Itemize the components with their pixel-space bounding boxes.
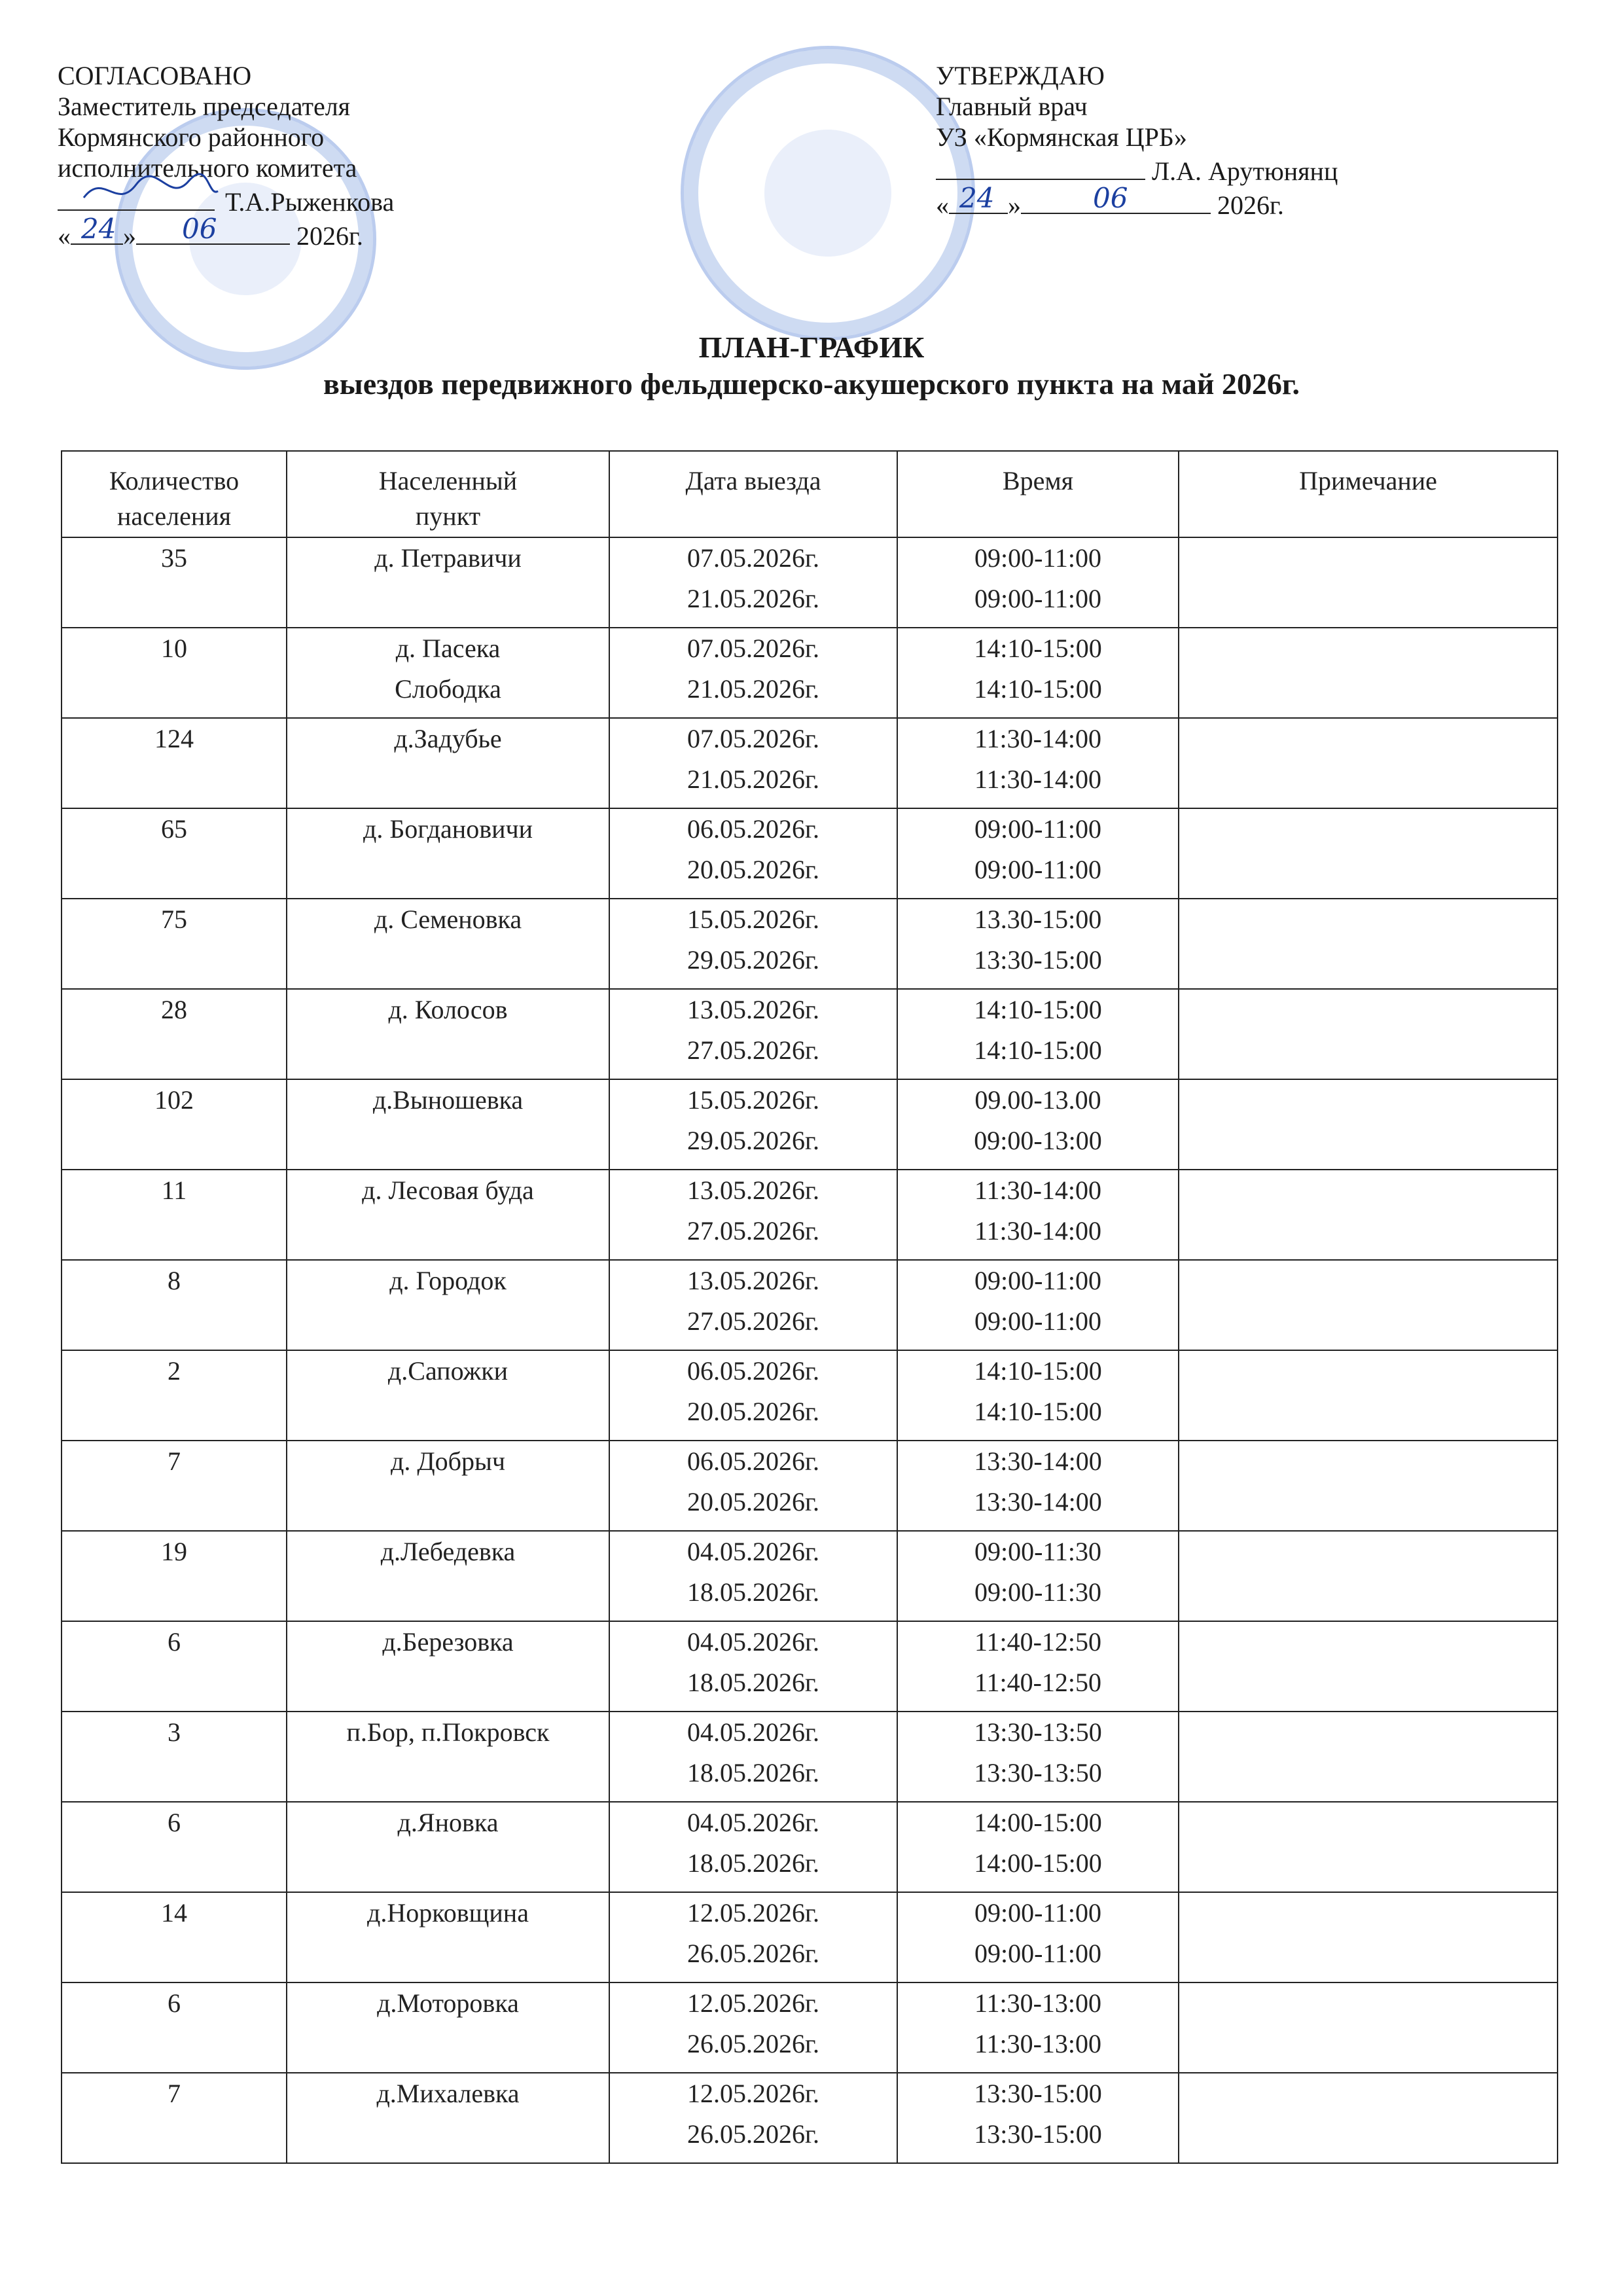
cell-times [897,1712,1179,1802]
cell-population [62,1260,287,1350]
cell-settlement-value: п.Бор, п.Покровск [346,1717,550,1747]
cell-times-value: 13:30-15:00 [974,945,1102,975]
cell-note [1179,1892,1558,1982]
cell-times-value: 09:00-11:00 [974,814,1102,844]
cell-note [1179,718,1558,808]
cell-dates [609,1170,897,1260]
cell-dates-value: 27.05.2026г. [687,1035,819,1065]
cell-dates-value: 20.05.2026г. [687,1487,819,1516]
cell-population [62,718,287,808]
cell-settlement-value: д.Яновка [397,1808,499,1837]
cell-population-value: 7 [168,1446,181,1476]
cell-times-value: 13:30-13:50 [974,1717,1102,1747]
cell-times [897,1350,1179,1441]
cell-settlement [287,808,609,899]
table-row [62,1441,1558,1531]
cell-times [897,628,1179,718]
table-row [62,1621,1558,1712]
cell-times-value: 11:40-12:50 [974,1668,1102,1697]
confirmation-position-line2: УЗ «Кормянская ЦРБ» [936,122,1187,152]
cell-times-value: 11:40-12:50 [974,1627,1102,1657]
cell-times [897,2073,1179,2163]
cell-population [62,537,287,628]
cell-dates-value: 21.05.2026г. [687,764,819,794]
cell-dates-value: 12.05.2026г. [687,2079,819,2108]
cell-population-value: 75 [161,905,187,934]
cell-note [1179,989,1558,1079]
cell-settlement-value: д. Добрыч [391,1446,505,1476]
header-settlement-line2: пункт [415,501,481,531]
cell-dates [609,1712,897,1802]
schedule-table [61,450,1558,2164]
cell-dates-value: 06.05.2026г. [687,1446,819,1476]
cell-note [1179,1621,1558,1712]
header-population-line1: Количество [109,466,240,495]
cell-dates-value: 04.05.2026г. [687,1537,819,1566]
cell-settlement-value: д. Семеновка [374,905,522,934]
confirmation-block [936,60,1338,221]
cell-dates-value: 15.05.2026г. [687,1085,819,1115]
cell-times-value: 09:00-11:00 [974,543,1102,573]
handwritten-month: 06 [1093,182,1128,214]
table-row [62,1350,1558,1441]
cell-population [62,1621,287,1712]
schedule-body [62,537,1558,2163]
cell-times-value: 11:30-13:00 [974,2029,1102,2058]
cell-note [1179,1982,1558,2073]
header-date: Дата выезда [609,451,897,537]
cell-settlement [287,1982,609,2073]
cell-settlement-value: д. Лесовая буда [362,1175,534,1205]
cell-dates-value: 13.05.2026г. [687,995,819,1024]
cell-settlement [287,1892,609,1982]
cell-dates [609,1350,897,1441]
cell-times-value: 11:30-14:00 [974,1216,1102,1246]
cell-settlement-value: д. Пасека [395,634,501,663]
cell-times-value: 13:30-15:00 [974,2119,1102,2149]
cell-dates-value: 21.05.2026г. [687,584,819,613]
cell-settlement [287,718,609,808]
cell-times-value: 13:30-15:00 [974,2079,1102,2108]
cell-settlement [287,1531,609,1621]
cell-times-value: 14:10-15:00 [974,1356,1102,1386]
table-row [62,1260,1558,1350]
cell-times-value: 09:00-11:00 [974,1266,1102,1295]
cell-settlement-value: д.Березовка [382,1627,514,1657]
cell-dates [609,1531,897,1621]
approval-position-line3: исполнительного комитета [58,153,357,183]
title-line2: выездов передвижного фельдшерско-акушерского пункта на май 2026г. [323,367,1300,401]
header-time: Время [897,451,1179,537]
cell-dates-value: 18.05.2026г. [687,1848,819,1878]
cell-times-value: 09:00-11:00 [974,1306,1102,1336]
cell-dates-value: 06.05.2026г. [687,1356,819,1386]
cell-times-value: 09:00-11:30 [974,1577,1102,1607]
cell-times-value: 11:30-14:00 [974,724,1102,753]
approval-date-year: 2026г. [296,221,363,251]
cell-dates [609,1441,897,1531]
cell-note [1179,1441,1558,1531]
confirmation-date-row [936,182,1338,221]
cell-population [62,1441,287,1531]
cell-population-value: 6 [168,1808,181,1837]
cell-dates-value: 27.05.2026г. [687,1306,819,1336]
header-settlement [287,451,609,537]
cell-dates-value: 04.05.2026г. [687,1627,819,1657]
cell-population-value: 11 [161,1175,187,1205]
cell-times-value: 09:00-13:00 [974,1126,1102,1155]
table-row [62,1982,1558,2073]
cell-dates [609,2073,897,2163]
cell-population [62,1079,287,1170]
cell-times [897,1260,1179,1350]
signature-line [58,183,215,211]
cell-times-value: 14:00-15:00 [974,1848,1102,1878]
cell-settlement-value: д. Петравичи [374,543,522,573]
cell-note [1179,808,1558,899]
cell-note [1179,1531,1558,1621]
cell-dates-value: 29.05.2026г. [687,945,819,975]
cell-settlement-value: Слободка [395,674,501,704]
cell-note [1179,1260,1558,1350]
cell-note [1179,2073,1558,2163]
approval-position-line2: Кормянского районного [58,122,325,152]
cell-times [897,1441,1179,1531]
month-field [136,213,290,245]
handwritten-signature [77,171,221,211]
cell-settlement-value: д.Задубье [394,724,502,753]
cell-population [62,1712,287,1802]
cell-population-value: 10 [161,634,187,663]
cell-settlement [287,1350,609,1441]
cell-times [897,1802,1179,1892]
cell-times-value: 09.00-13.00 [974,1085,1101,1115]
cell-population [62,1982,287,2073]
cell-settlement [287,1079,609,1170]
cell-settlement [287,1712,609,1802]
cell-times-value: 13:30-14:00 [974,1487,1102,1516]
table-row [62,1531,1558,1621]
cell-population [62,989,287,1079]
month-field [1021,182,1211,214]
cell-times [897,1079,1179,1170]
cell-dates-value: 07.05.2026г. [687,724,819,753]
cell-note [1179,899,1558,989]
cell-settlement [287,537,609,628]
cell-dates-value: 26.05.2026г. [687,2029,819,2058]
cell-population-value: 102 [154,1085,194,1115]
cell-population-value: 14 [161,1898,187,1928]
cell-dates-value: 07.05.2026г. [687,634,819,663]
table-row [62,1802,1558,1892]
cell-settlement [287,899,609,989]
document-title [0,329,1623,403]
cell-population-value: 8 [168,1266,181,1295]
cell-note [1179,1350,1558,1441]
cell-population-value: 6 [168,1988,181,2018]
cell-population [62,1802,287,1892]
cell-population-value: 6 [168,1627,181,1657]
confirmation-heading: УТВЕРЖДАЮ [936,61,1105,90]
cell-times-value: 14:10-15:00 [974,1397,1102,1426]
cell-population-value: 19 [161,1537,187,1566]
cell-dates-value: 15.05.2026г. [687,905,819,934]
cell-times-value: 13.30-15:00 [974,905,1102,934]
day-field [71,213,123,245]
cell-times-value: 14:00-15:00 [974,1808,1102,1837]
cell-times-value: 14:10-15:00 [974,674,1102,704]
cell-population-value: 65 [161,814,187,844]
table-row [62,537,1558,628]
cell-dates [609,989,897,1079]
cell-population [62,808,287,899]
cell-settlement [287,1170,609,1260]
cell-times-value: 14:10-15:00 [974,1035,1102,1065]
cell-times [897,1982,1179,2073]
cell-dates-value: 20.05.2026г. [687,1397,819,1426]
cell-settlement-value: д.Михалевка [376,2079,520,2108]
cell-dates-value: 21.05.2026г. [687,674,819,704]
table-row [62,808,1558,899]
cell-times-value: 09:00-11:00 [974,1898,1102,1928]
cell-dates-value: 06.05.2026г. [687,814,819,844]
cell-dates [609,899,897,989]
table-row [62,718,1558,808]
date-open-quote: « [936,190,949,220]
cell-dates-value: 20.05.2026г. [687,855,819,884]
cell-times-value: 09:00-11:00 [974,1939,1102,1968]
cell-population-value: 35 [161,543,187,573]
cell-times-value: 11:30-14:00 [974,764,1102,794]
official-stamp-right [681,46,975,340]
cell-note [1179,1712,1558,1802]
cell-settlement [287,628,609,718]
cell-times [897,1621,1179,1712]
cell-dates-value: 27.05.2026г. [687,1216,819,1246]
cell-population [62,1892,287,1982]
approval-signatory: Т.А.Рыженкова [225,187,395,217]
header-population-line2: населения [116,501,232,531]
date-open-quote: « [58,221,71,251]
cell-dates-value: 04.05.2026г. [687,1808,819,1837]
table-row [62,1170,1558,1260]
cell-population [62,1170,287,1260]
date-close-quote: » [123,221,136,251]
cell-settlement-value: д.Сапожки [387,1356,508,1386]
confirmation-signature-row [936,152,1338,187]
handwritten-day: 24 [959,182,995,214]
cell-dates [609,1982,897,2073]
cell-dates-value: 12.05.2026г. [687,1898,819,1928]
cell-dates-value: 04.05.2026г. [687,1717,819,1747]
cell-population [62,1350,287,1441]
table-row [62,1892,1558,1982]
header-note: Примечание [1179,451,1558,537]
cell-dates [609,718,897,808]
confirmation-date-year: 2026г. [1217,190,1284,220]
table-row [62,899,1558,989]
cell-settlement [287,1621,609,1712]
cell-population [62,1531,287,1621]
cell-note [1179,1802,1558,1892]
cell-settlement [287,2073,609,2163]
cell-settlement-value: д. Богдановичи [363,814,533,844]
cell-times [897,1892,1179,1982]
cell-settlement-value: д.Норковщина [367,1898,529,1928]
cell-times [897,1531,1179,1621]
cell-dates-value: 18.05.2026г. [687,1668,819,1697]
cell-times-value: 11:30-13:00 [974,1988,1102,2018]
approval-position-line1: Заместитель председателя [58,92,351,121]
cell-population [62,2073,287,2163]
cell-times [897,989,1179,1079]
cell-times [897,808,1179,899]
cell-dates [609,1079,897,1170]
cell-dates [609,1892,897,1982]
cell-times-value: 14:10-15:00 [974,995,1102,1024]
table-row [62,1712,1558,1802]
cell-dates [609,1260,897,1350]
cell-population-value: 124 [154,724,194,753]
cell-dates [609,537,897,628]
table-row [62,989,1558,1079]
cell-population [62,628,287,718]
cell-settlement-value: д.Выношевка [372,1085,524,1115]
cell-settlement [287,989,609,1079]
cell-times [897,1170,1179,1260]
signature-line [936,152,1145,180]
header-population [62,451,287,537]
cell-dates-value: 13.05.2026г. [687,1266,819,1295]
approval-heading: СОГЛАСОВАНО [58,61,252,90]
cell-times-value: 09:00-11:30 [974,1537,1102,1566]
date-close-quote: » [1008,190,1021,220]
title-line1: ПЛАН-ГРАФИК [698,331,925,364]
cell-dates [609,1802,897,1892]
cell-dates [609,808,897,899]
table-header-row [62,451,1558,537]
cell-dates-value: 12.05.2026г. [687,1988,819,2018]
cell-times-value: 09:00-11:00 [974,855,1102,884]
table-row [62,1079,1558,1170]
table-row [62,2073,1558,2163]
cell-dates-value: 26.05.2026г. [687,2119,819,2149]
cell-note [1179,537,1558,628]
cell-settlement [287,1441,609,1531]
cell-dates-value: 26.05.2026г. [687,1939,819,1968]
cell-dates-value: 18.05.2026г. [687,1577,819,1607]
cell-population-value: 28 [161,995,187,1024]
confirmation-signatory: Л.А. Арутюнянц [1152,156,1338,186]
cell-settlement-value: д. Городок [389,1266,507,1295]
handwritten-month: 06 [182,213,217,245]
approval-date-row [58,213,394,251]
cell-times [897,718,1179,808]
cell-times-value: 13:30-14:00 [974,1446,1102,1476]
cell-times [897,537,1179,628]
cell-settlement-value: д.Моторовка [377,1988,519,2018]
cell-population [62,899,287,989]
approval-block [58,60,394,251]
cell-times-value: 11:30-14:00 [974,1175,1102,1205]
cell-population-value: 7 [168,2079,181,2108]
cell-dates-value: 13.05.2026г. [687,1175,819,1205]
day-field [949,182,1008,214]
cell-note [1179,1170,1558,1260]
cell-dates-value: 18.05.2026г. [687,1758,819,1787]
cell-note [1179,628,1558,718]
cell-settlement [287,1260,609,1350]
cell-dates [609,628,897,718]
handwritten-day: 24 [81,213,116,245]
cell-note [1179,1079,1558,1170]
cell-settlement-value: д.Лебедевка [380,1537,516,1566]
cell-settlement [287,1802,609,1892]
cell-population-value: 2 [168,1356,181,1386]
confirmation-position-line1: Главный врач [936,92,1088,121]
cell-dates-value: 07.05.2026г. [687,543,819,573]
cell-settlement-value: д. Колосов [388,995,508,1024]
cell-times-value: 13:30-13:50 [974,1758,1102,1787]
header-settlement-line1: Населенный [378,466,518,495]
cell-dates-value: 29.05.2026г. [687,1126,819,1155]
cell-population-value: 3 [168,1717,181,1747]
cell-times-value: 09:00-11:00 [974,584,1102,613]
table-row [62,628,1558,718]
cell-dates [609,1621,897,1712]
cell-times [897,899,1179,989]
cell-times-value: 14:10-15:00 [974,634,1102,663]
